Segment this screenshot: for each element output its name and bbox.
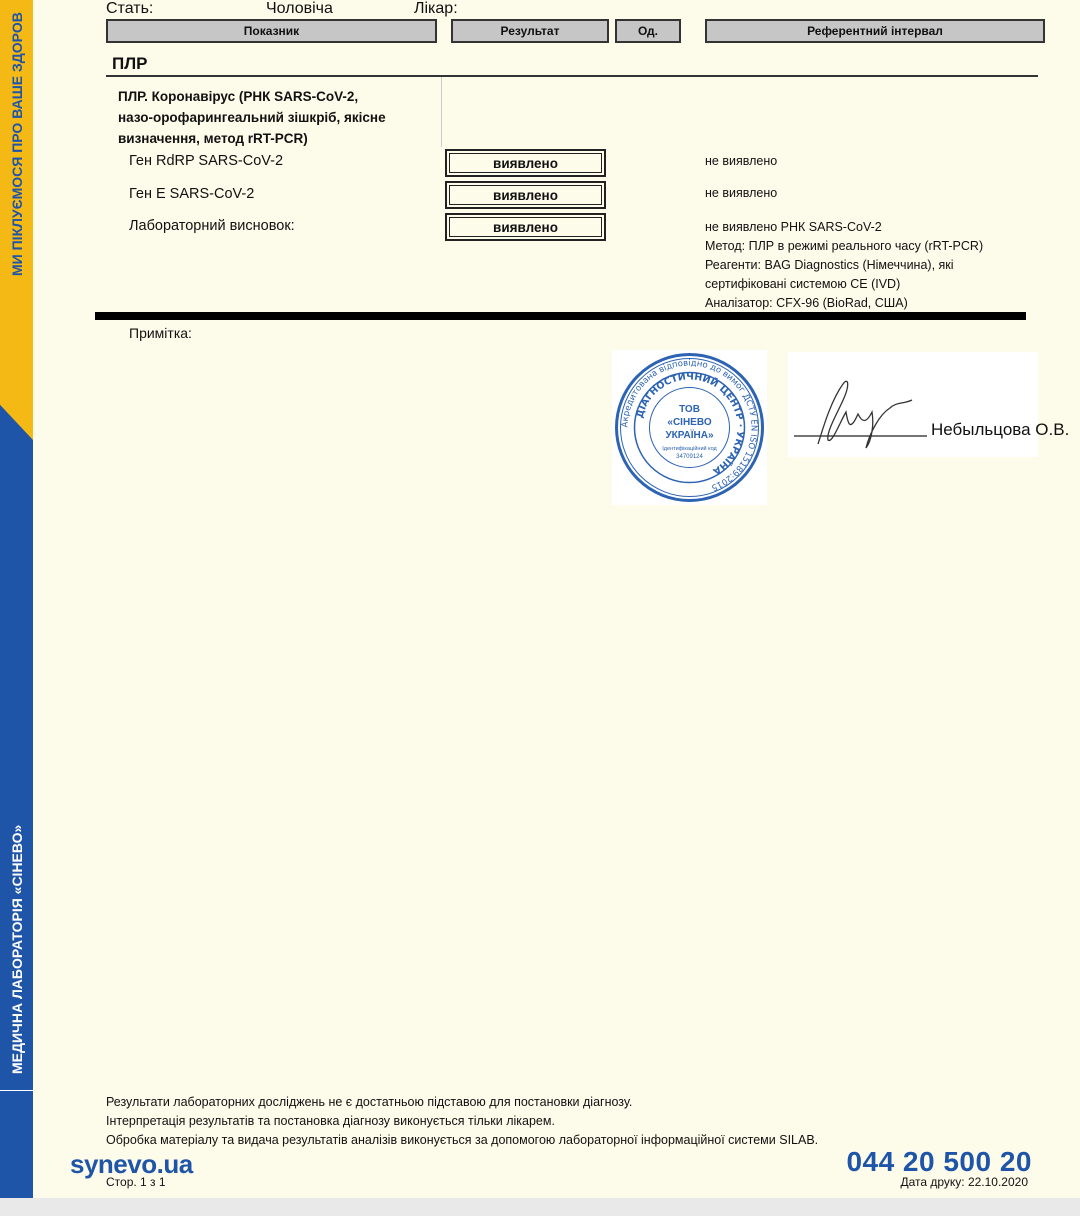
column-header-indicator: Показник [106, 19, 437, 43]
signature-area [788, 352, 1038, 457]
seal-center-line: УКРАЇНА» [665, 430, 714, 441]
seal-inner-text: ДІАГНОСТИЧНИЙ ЦЕНТР · УКРАЇНА [634, 371, 746, 477]
print-date: Дата друку: 22.10.2020 [900, 1175, 1028, 1189]
reference-rdrp: не виявлено [705, 154, 778, 168]
reagents-line: Реагенти: BAG Diagnostics (Німеччина), які [705, 258, 954, 272]
seal-code-label: Ідентифікаційний код [662, 446, 717, 452]
seal-graphic [612, 350, 767, 505]
result-box-gene-e [445, 181, 606, 209]
column-header-unit: Од. [615, 19, 681, 43]
brand-slogan: МИ ПІКЛУЄМОСЯ ПРО ВАШЕ ЗДОРОВ [9, 12, 25, 276]
result-value: виявлено [449, 153, 602, 173]
brand-lab-name: МЕДИЧНА ЛАБОРАТОРІЯ «СІНЕВО» [9, 824, 25, 1074]
method-line: Метод: ПЛР в режимі реального часу (rRT-PCR) [705, 239, 984, 253]
section-divider [106, 75, 1038, 77]
signatory-name: Небыльцова О.В. [931, 420, 1070, 439]
seal-outer-text: Акредитована відповідно до вимог ДСТУ EN ISO 15189:2015 [620, 358, 759, 493]
result-value: виявлено [449, 217, 602, 237]
disclaimer-line: Інтерпретація результатів та постановка діагнозу виконується тільки лікарем. [106, 1114, 555, 1128]
result-box-conclusion [445, 213, 606, 241]
row-label-conclusion: Лабораторний висновок: [129, 218, 295, 234]
footer-disclaimer [106, 1093, 818, 1150]
brand-website: synevo.ua [70, 1149, 193, 1179]
test-title-line: назо-орофарингеальний зішкріб, якісне [118, 110, 386, 125]
row-label-gene-e: Ген E SARS-CoV-2 [129, 186, 255, 202]
result-value: виявлено [449, 185, 602, 205]
result-box-rdrp [445, 149, 606, 177]
certification-line: сертифіковані системою CE (IVD) [705, 277, 901, 291]
reference-line: не виявлено РНК SARS-CoV-2 [705, 220, 882, 234]
test-title-line: ПЛР. Коронавірус (РНК SARS-CoV-2, [118, 89, 359, 104]
test-title [118, 86, 428, 149]
seal-center-line: ТОВ [679, 404, 700, 415]
strip-divider [0, 1090, 33, 1091]
sex-value: Чоловіча [266, 0, 333, 17]
disclaimer-line: Результати лабораторних досліджень не є достатньою підставою для постановки діагнозу. [106, 1095, 633, 1109]
sex-label: Стать: [106, 0, 154, 17]
phone-number: 044 20 500 20 [846, 1146, 1032, 1177]
page-number: Стор. 1 з 1 [106, 1175, 166, 1189]
column-header-reference: Референтний інтервал [705, 19, 1045, 43]
doctor-label: Лікар: [414, 0, 458, 17]
reference-gene-e: не виявлено [705, 186, 778, 200]
seal-center-line: «СІНЕВО [667, 417, 712, 428]
row-label-rdrp: Ген RdRP SARS-CoV-2 [129, 153, 284, 169]
disclaimer-line: Обробка матеріалу та видача результатів аналізів виконується за допомогою лабораторної інформаційної системи SILAB. [106, 1133, 819, 1147]
section-title: ПЛР [112, 54, 148, 73]
column-header-result: Результат [451, 19, 609, 43]
note-label: Примітка: [129, 325, 192, 341]
lab-seal-stamp [612, 350, 767, 505]
results-end-rule [95, 312, 1026, 320]
handwritten-signature [788, 352, 1038, 457]
reference-conclusion [705, 218, 983, 313]
page-bottom-edge [0, 1198, 1080, 1216]
analyzer-line: Аналізатор: CFX-96 (BioRad, США) [705, 296, 908, 310]
seal-code: 34709124 [676, 454, 703, 460]
test-title-line: визначення, метод rRT-PCR) [118, 131, 308, 146]
column-divider [441, 77, 442, 147]
